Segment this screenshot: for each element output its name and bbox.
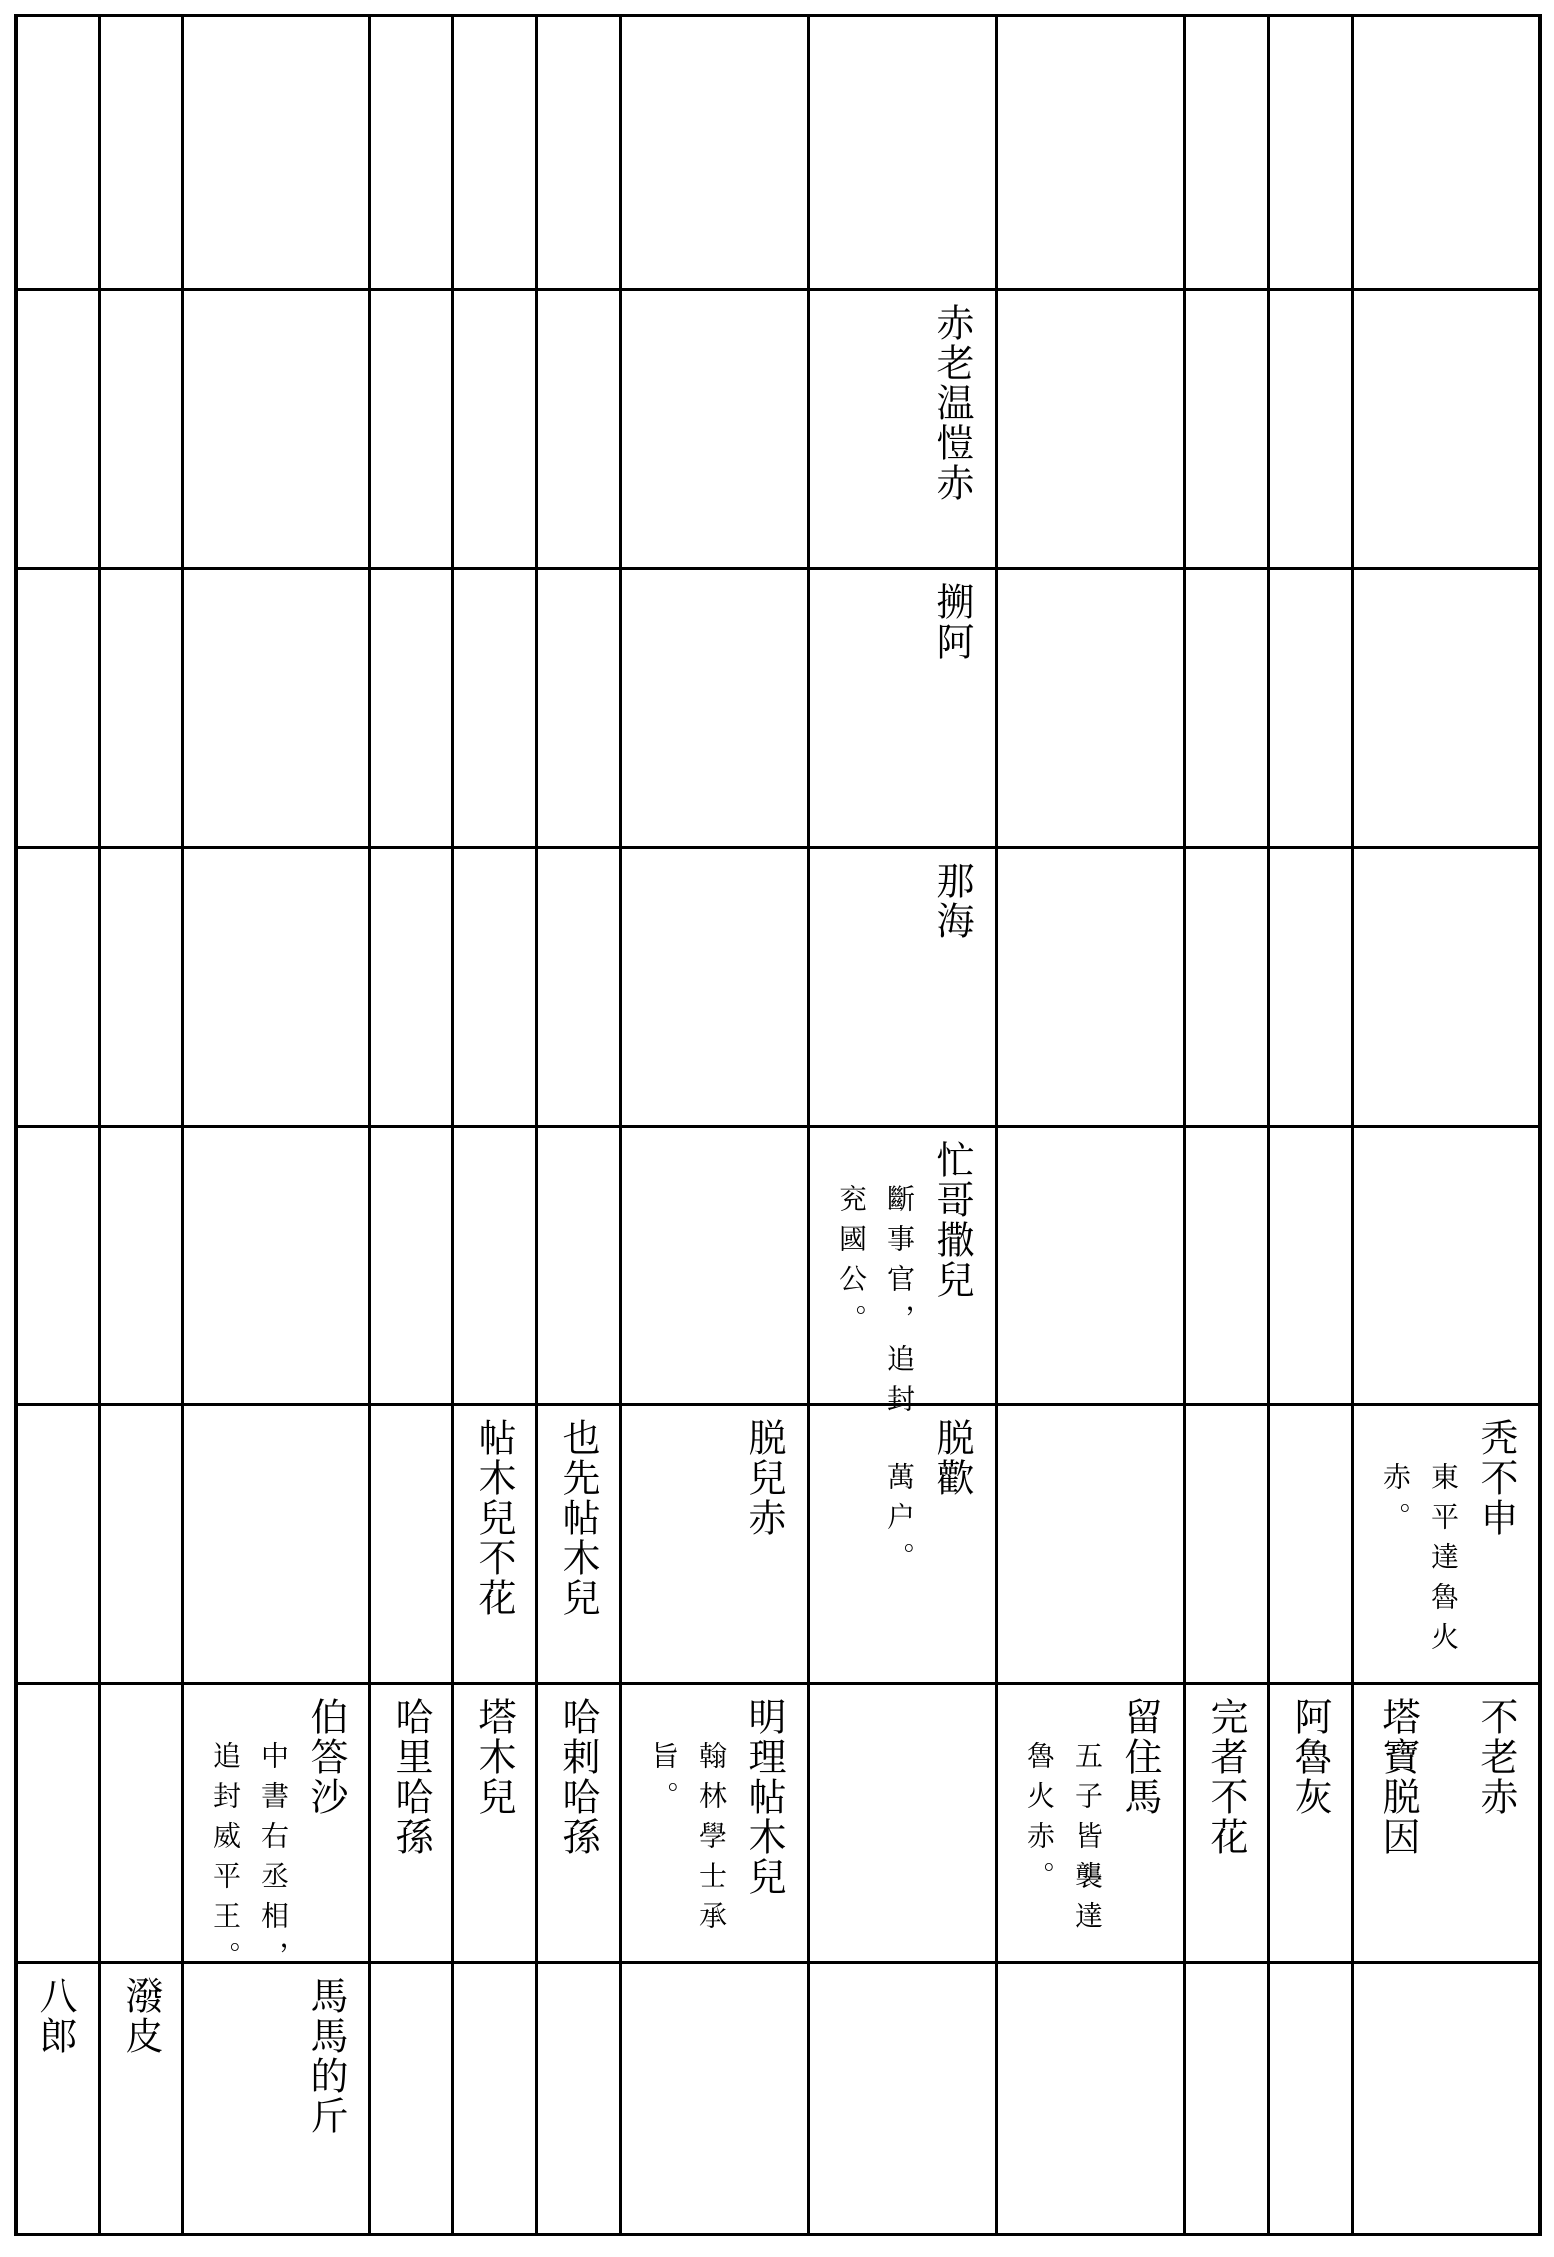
table-cell bbox=[807, 1406, 995, 1682]
table-border-bottom bbox=[14, 2233, 1542, 2236]
person-name: 塔木兒 bbox=[472, 1697, 516, 1817]
person-note: 追封威平王。 bbox=[209, 1741, 242, 1981]
table-cell bbox=[995, 1685, 1183, 1961]
person-name: 脱歡 bbox=[930, 1418, 974, 1498]
person-name: 那海 bbox=[930, 861, 974, 941]
person-name: 哈剌哈孫 bbox=[556, 1697, 600, 1857]
person-name: 伯答沙 bbox=[304, 1697, 348, 1817]
person-note: 兖國公。 bbox=[835, 1184, 868, 1344]
person-name: 帖木兒不花 bbox=[472, 1418, 516, 1618]
person-note: 中書右丞相， bbox=[257, 1741, 290, 1981]
person-name: 秃不申 bbox=[1474, 1418, 1518, 1538]
table-cell bbox=[451, 1406, 535, 1682]
person-name: 明理帖木兒 bbox=[742, 1697, 786, 1897]
person-name: 留住馬 bbox=[1118, 1697, 1162, 1817]
person-name: 也先帖木兒 bbox=[556, 1418, 600, 1618]
table-cell bbox=[807, 570, 995, 846]
table-border-top bbox=[14, 14, 1542, 17]
person-note: 魯火赤。 bbox=[1023, 1741, 1056, 1901]
person-name: 赤老温愷赤 bbox=[930, 303, 974, 503]
person-name: 八郎 bbox=[33, 1976, 77, 2056]
person-note: 赤。 bbox=[1379, 1462, 1412, 1542]
table-cell bbox=[98, 1964, 181, 2233]
row-rule bbox=[14, 1125, 1542, 1128]
person-note: 萬户。 bbox=[883, 1462, 916, 1582]
table-cell bbox=[1351, 1406, 1538, 1682]
table-cell bbox=[181, 1964, 368, 2233]
person-note: 東平達魯火 bbox=[1427, 1462, 1460, 1662]
table-cell bbox=[451, 1685, 535, 1961]
person-name: 阿魯灰 bbox=[1288, 1697, 1332, 1817]
table-cell bbox=[1267, 1685, 1351, 1961]
table-cell bbox=[535, 1406, 619, 1682]
table-cell bbox=[535, 1685, 619, 1961]
table-cell bbox=[1351, 1685, 1538, 1961]
row-rule bbox=[14, 288, 1542, 291]
person-note: 旨。 bbox=[647, 1741, 680, 1821]
table-cell bbox=[619, 1406, 807, 1682]
row-rule bbox=[14, 567, 1542, 570]
table-cell bbox=[619, 1685, 807, 1961]
person-name: 馬馬的斤 bbox=[304, 1976, 348, 2136]
person-name: 搠阿 bbox=[930, 582, 974, 662]
person-name: 潑皮 bbox=[119, 1976, 163, 2056]
person-name: 忙哥撒兒 bbox=[930, 1140, 974, 1300]
table-cell bbox=[807, 849, 995, 1125]
person-name: 哈里哈孫 bbox=[389, 1697, 433, 1857]
person-note: 五子皆襲達 bbox=[1071, 1741, 1104, 1941]
person-note: 翰林學士承 bbox=[695, 1741, 728, 1941]
person-name: 脱兒赤 bbox=[742, 1418, 786, 1538]
person-name: 不老赤 bbox=[1474, 1697, 1518, 1817]
table-cell bbox=[14, 1964, 98, 2233]
table-cell bbox=[1183, 1685, 1267, 1961]
row-rule bbox=[14, 846, 1542, 849]
person-note: 斷事官，追封 bbox=[883, 1184, 916, 1424]
table-cell bbox=[181, 1685, 368, 1981]
table-cell bbox=[368, 1685, 451, 1961]
person-name: 完者不花 bbox=[1204, 1697, 1248, 1857]
person-name: 塔寶脱因 bbox=[1376, 1697, 1420, 1857]
table-cell bbox=[807, 1128, 995, 1424]
table-cell bbox=[807, 291, 995, 567]
